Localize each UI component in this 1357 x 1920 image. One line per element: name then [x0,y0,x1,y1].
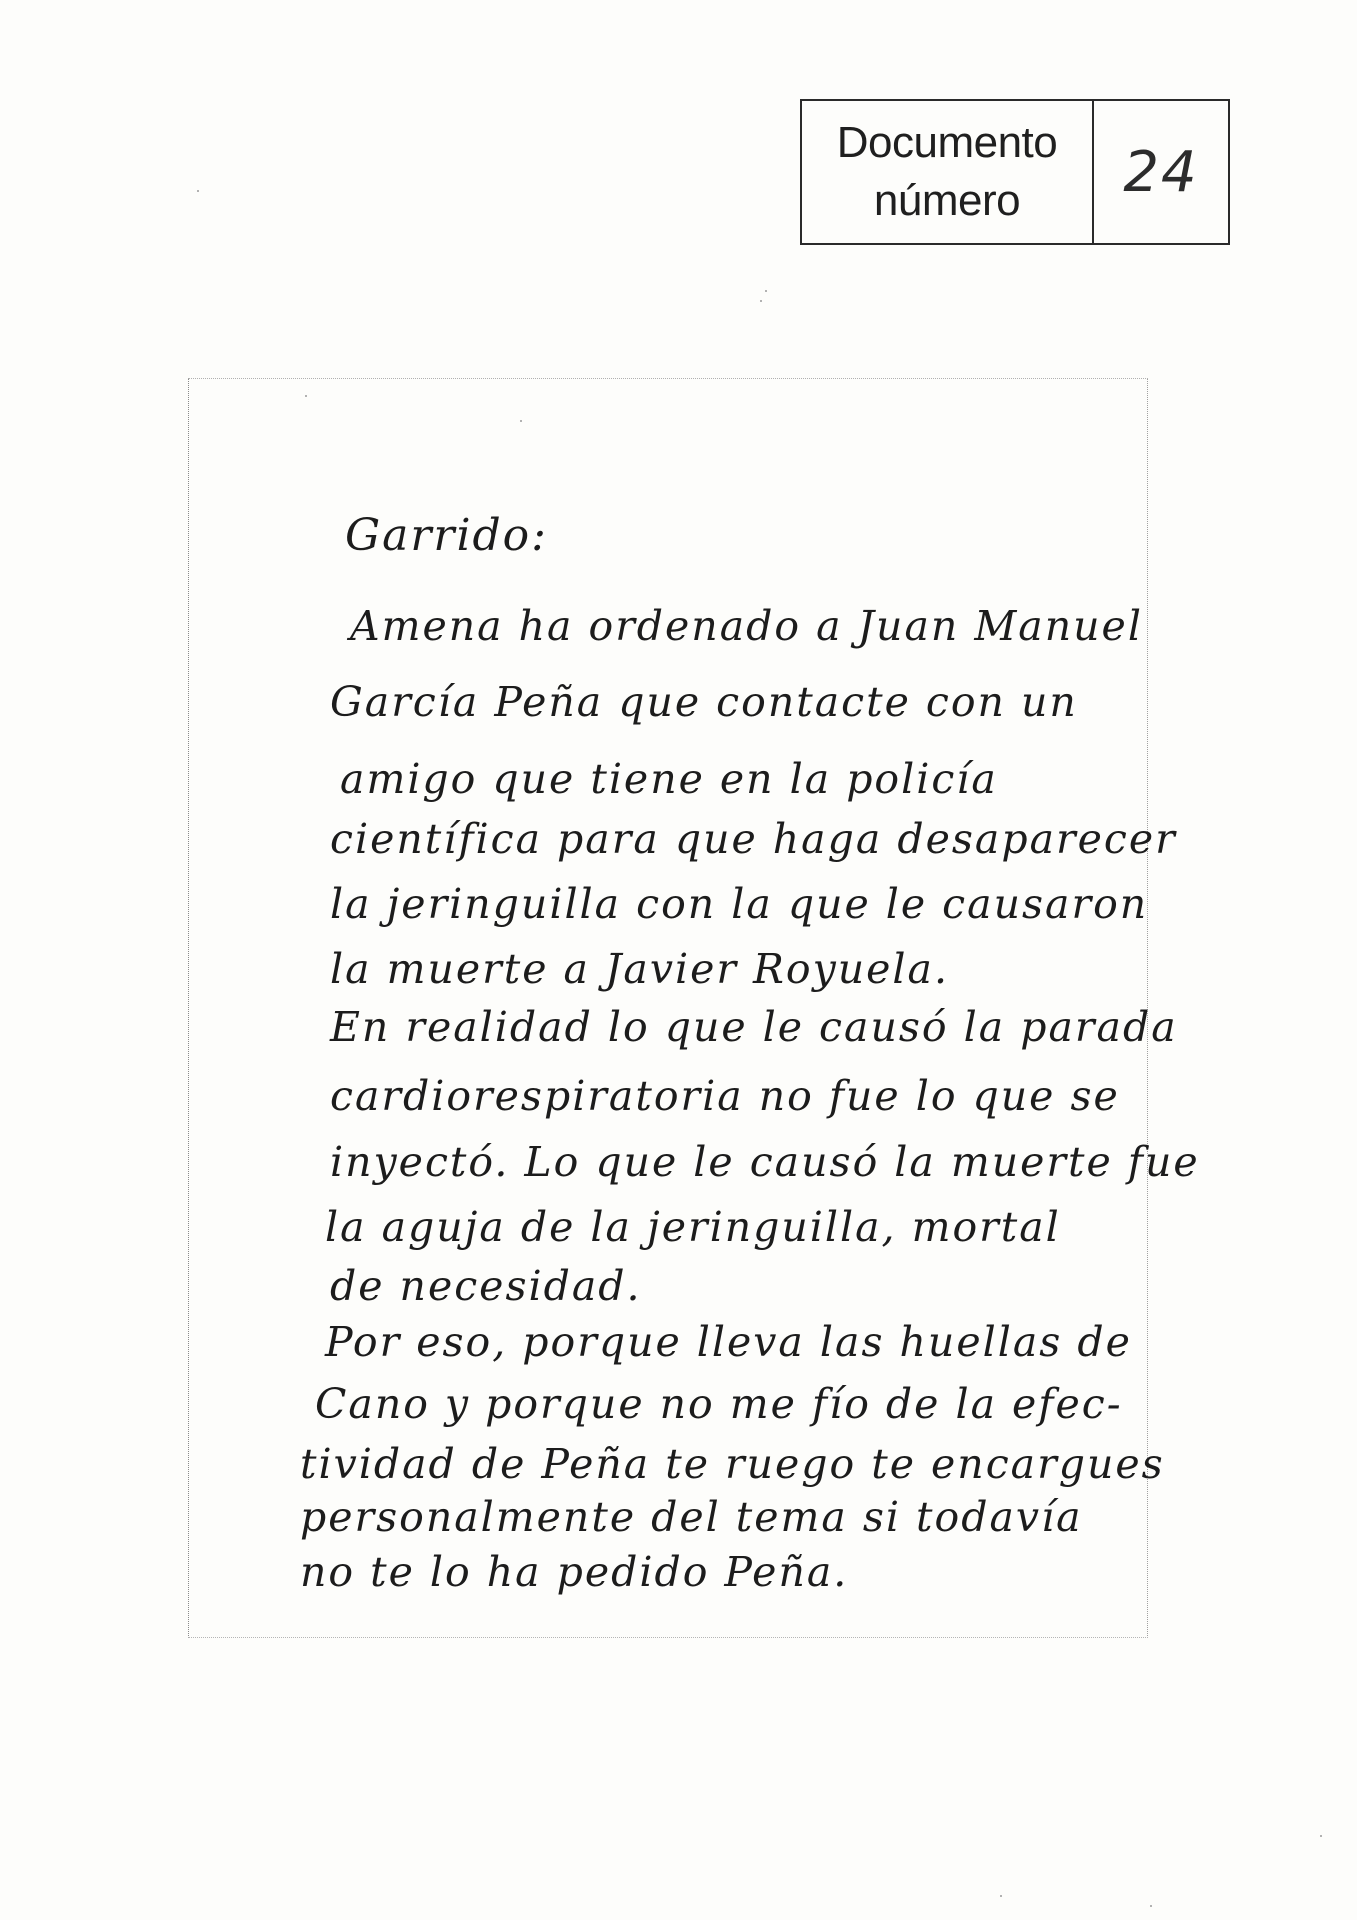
scan-speck [197,190,199,192]
letter-line: En realidad lo que le causó la parada [330,1003,1178,1051]
document-label-line2: número [873,176,1021,225]
letter-line: la aguja de la jeringuilla, mortal [325,1203,1061,1251]
scan-speck [1150,1905,1152,1907]
document-label [802,101,1094,243]
scan-speck [305,395,307,397]
letter-line: Por eso, porque lleva las huellas de [325,1318,1132,1366]
letter-line: amigo que tiene en la policía [340,755,998,803]
letter-line: de necesidad. [330,1262,642,1310]
scan-speck [765,290,767,292]
letter-line: la jeringuilla con la que le causaron [330,880,1149,928]
scan-speck [1000,1895,1002,1897]
letter-line: inyectó. Lo que le causó la muerte fue [330,1138,1200,1186]
document-number-box [800,99,1230,245]
document-number: 24 [1123,139,1199,205]
letter-greeting: Garrido: [345,510,548,561]
letter-line: García Peña que contacte con un [330,678,1078,726]
letter-line: tividad de Peña te ruego te encargues [300,1440,1165,1488]
document-label-line1: Documento [836,118,1058,167]
scan-speck [520,420,522,422]
letter-line: científica para que haga desaparecer [330,815,1177,863]
letter-line: Amena ha ordenado a Juan Manuel [350,602,1143,650]
scan-speck [1320,1835,1322,1837]
scan-speck [760,300,762,302]
letter-line: Cano y porque no me fío de la efec- [315,1380,1123,1428]
letter-line: personalmente del tema si todavía [300,1493,1083,1541]
letter-line: no te lo ha pedido Peña. [300,1548,849,1596]
letter-line: la muerte a Javier Royuela. [330,945,950,993]
letter-line: cardiorespiratoria no fue lo que se [330,1072,1120,1120]
